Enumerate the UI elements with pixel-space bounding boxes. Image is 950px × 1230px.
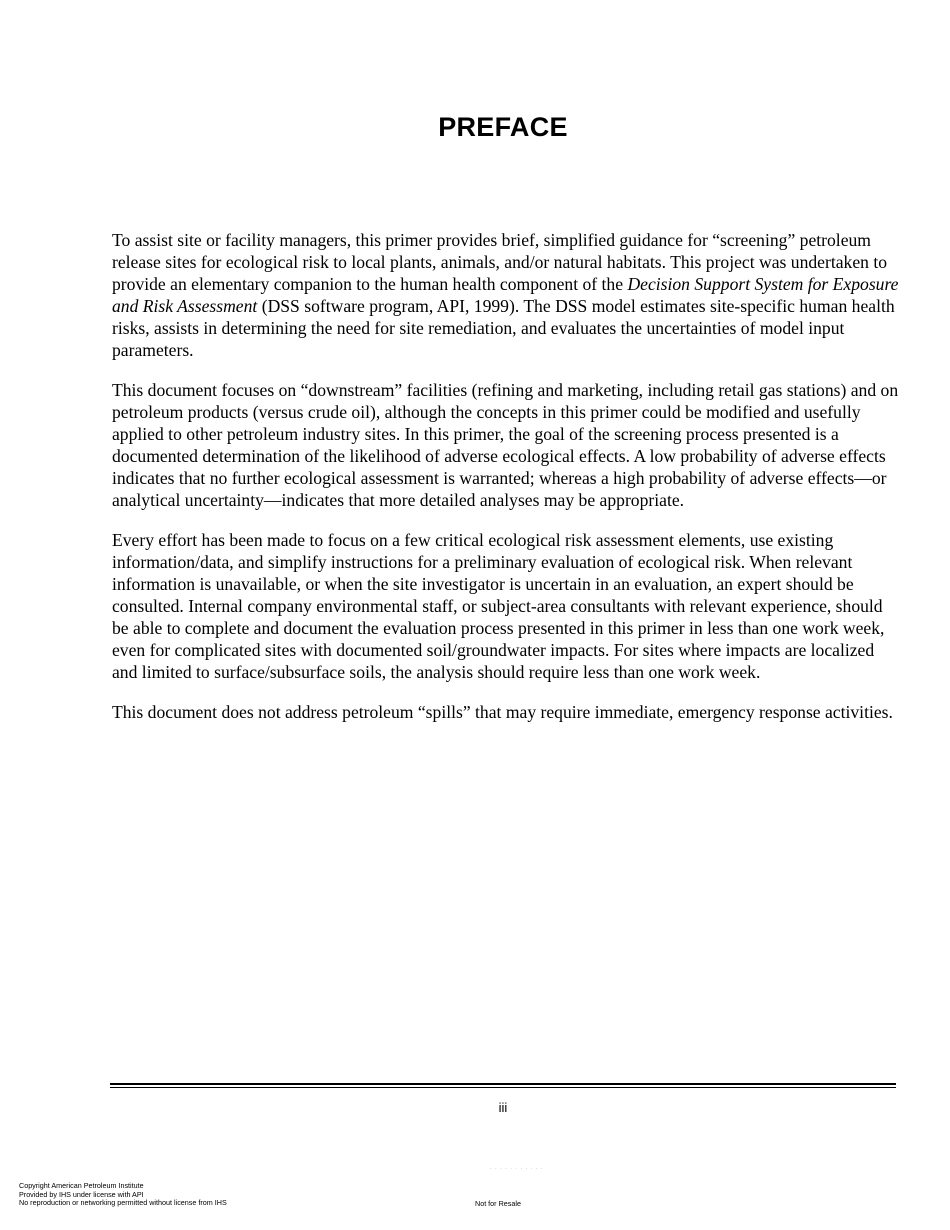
not-for-resale: Not for Resale bbox=[475, 1199, 521, 1208]
copyright-line-1: Copyright American Petroleum Institute bbox=[19, 1181, 144, 1190]
footer-rule-thin bbox=[110, 1087, 896, 1088]
faint-mark: · · · · · · · · · · · bbox=[490, 1166, 544, 1172]
page-number: iii bbox=[498, 1100, 508, 1115]
paragraph-3: Every effort has been made to focus on a few critical ecological risk assessment elements, use existing information/data, and simplify instructions for a preliminary evaluation of ecological risk. When relevant information is unavailable, or when the site investigator is uncertain in an evaluation, an expert should be consulted. Internal company environmental staff, or subject-area consultants with relevant experience, should be able to complete and document the evaluation process presented in this primer in less than one work week, even for complicated sites with documented soil/groundwater impacts. For sites where impacts are localized and limited to surface/subsurface soils, the analysis should require less than one work week. bbox=[112, 530, 885, 682]
page-title: PREFACE bbox=[438, 112, 568, 142]
paragraph-1-text-a: To assist site or facility managers, this primer provides brief, simplified guidance for “screening” petroleum release sites for ecological risk to local plants, animals, and/or natural habitats. This project was undertaken to provide an elementary companion to the human health component of the bbox=[112, 230, 888, 294]
paragraph-1 bbox=[112, 229, 900, 361]
paragraph-1-italic-title: Decision Support System for Exposure and Risk Assessment bbox=[112, 274, 899, 316]
copyright-footer bbox=[19, 1182, 227, 1208]
preface-body bbox=[112, 229, 900, 741]
footer-rule-thick bbox=[110, 1083, 896, 1085]
copyright-line-3: No reproduction or networking permitted without license from IHS bbox=[19, 1198, 227, 1208]
paragraph-4: This document does not address petroleum “spills” that may require immediate, emergency response activities. bbox=[112, 702, 893, 722]
copyright-line-2: Provided by IHS under license with API bbox=[19, 1189, 144, 1199]
paragraph-2: This document focuses on “downstream” facilities (refining and marketing, including retail gas stations) and on petroleum products (versus crude oil), although the concepts in this primer could be modified and usefully applied to other petroleum industry sites. In this primer, the goal of the screening process presented is a documented determination of the likelihood of adverse ecological effects. A low probability of adverse effects indicates that no further ecological assessment is warranted; whereas a high probability of adverse effects—or analytical uncertainty—indicates that more detailed analyses may be appropriate. bbox=[112, 380, 899, 510]
paragraph-1-text-b: (DSS software program, API, 1999). The DSS model estimates site-specific human health risks, assists in determining the need for site remediation, and evaluates the uncertainties of model input parameters. bbox=[112, 296, 895, 360]
